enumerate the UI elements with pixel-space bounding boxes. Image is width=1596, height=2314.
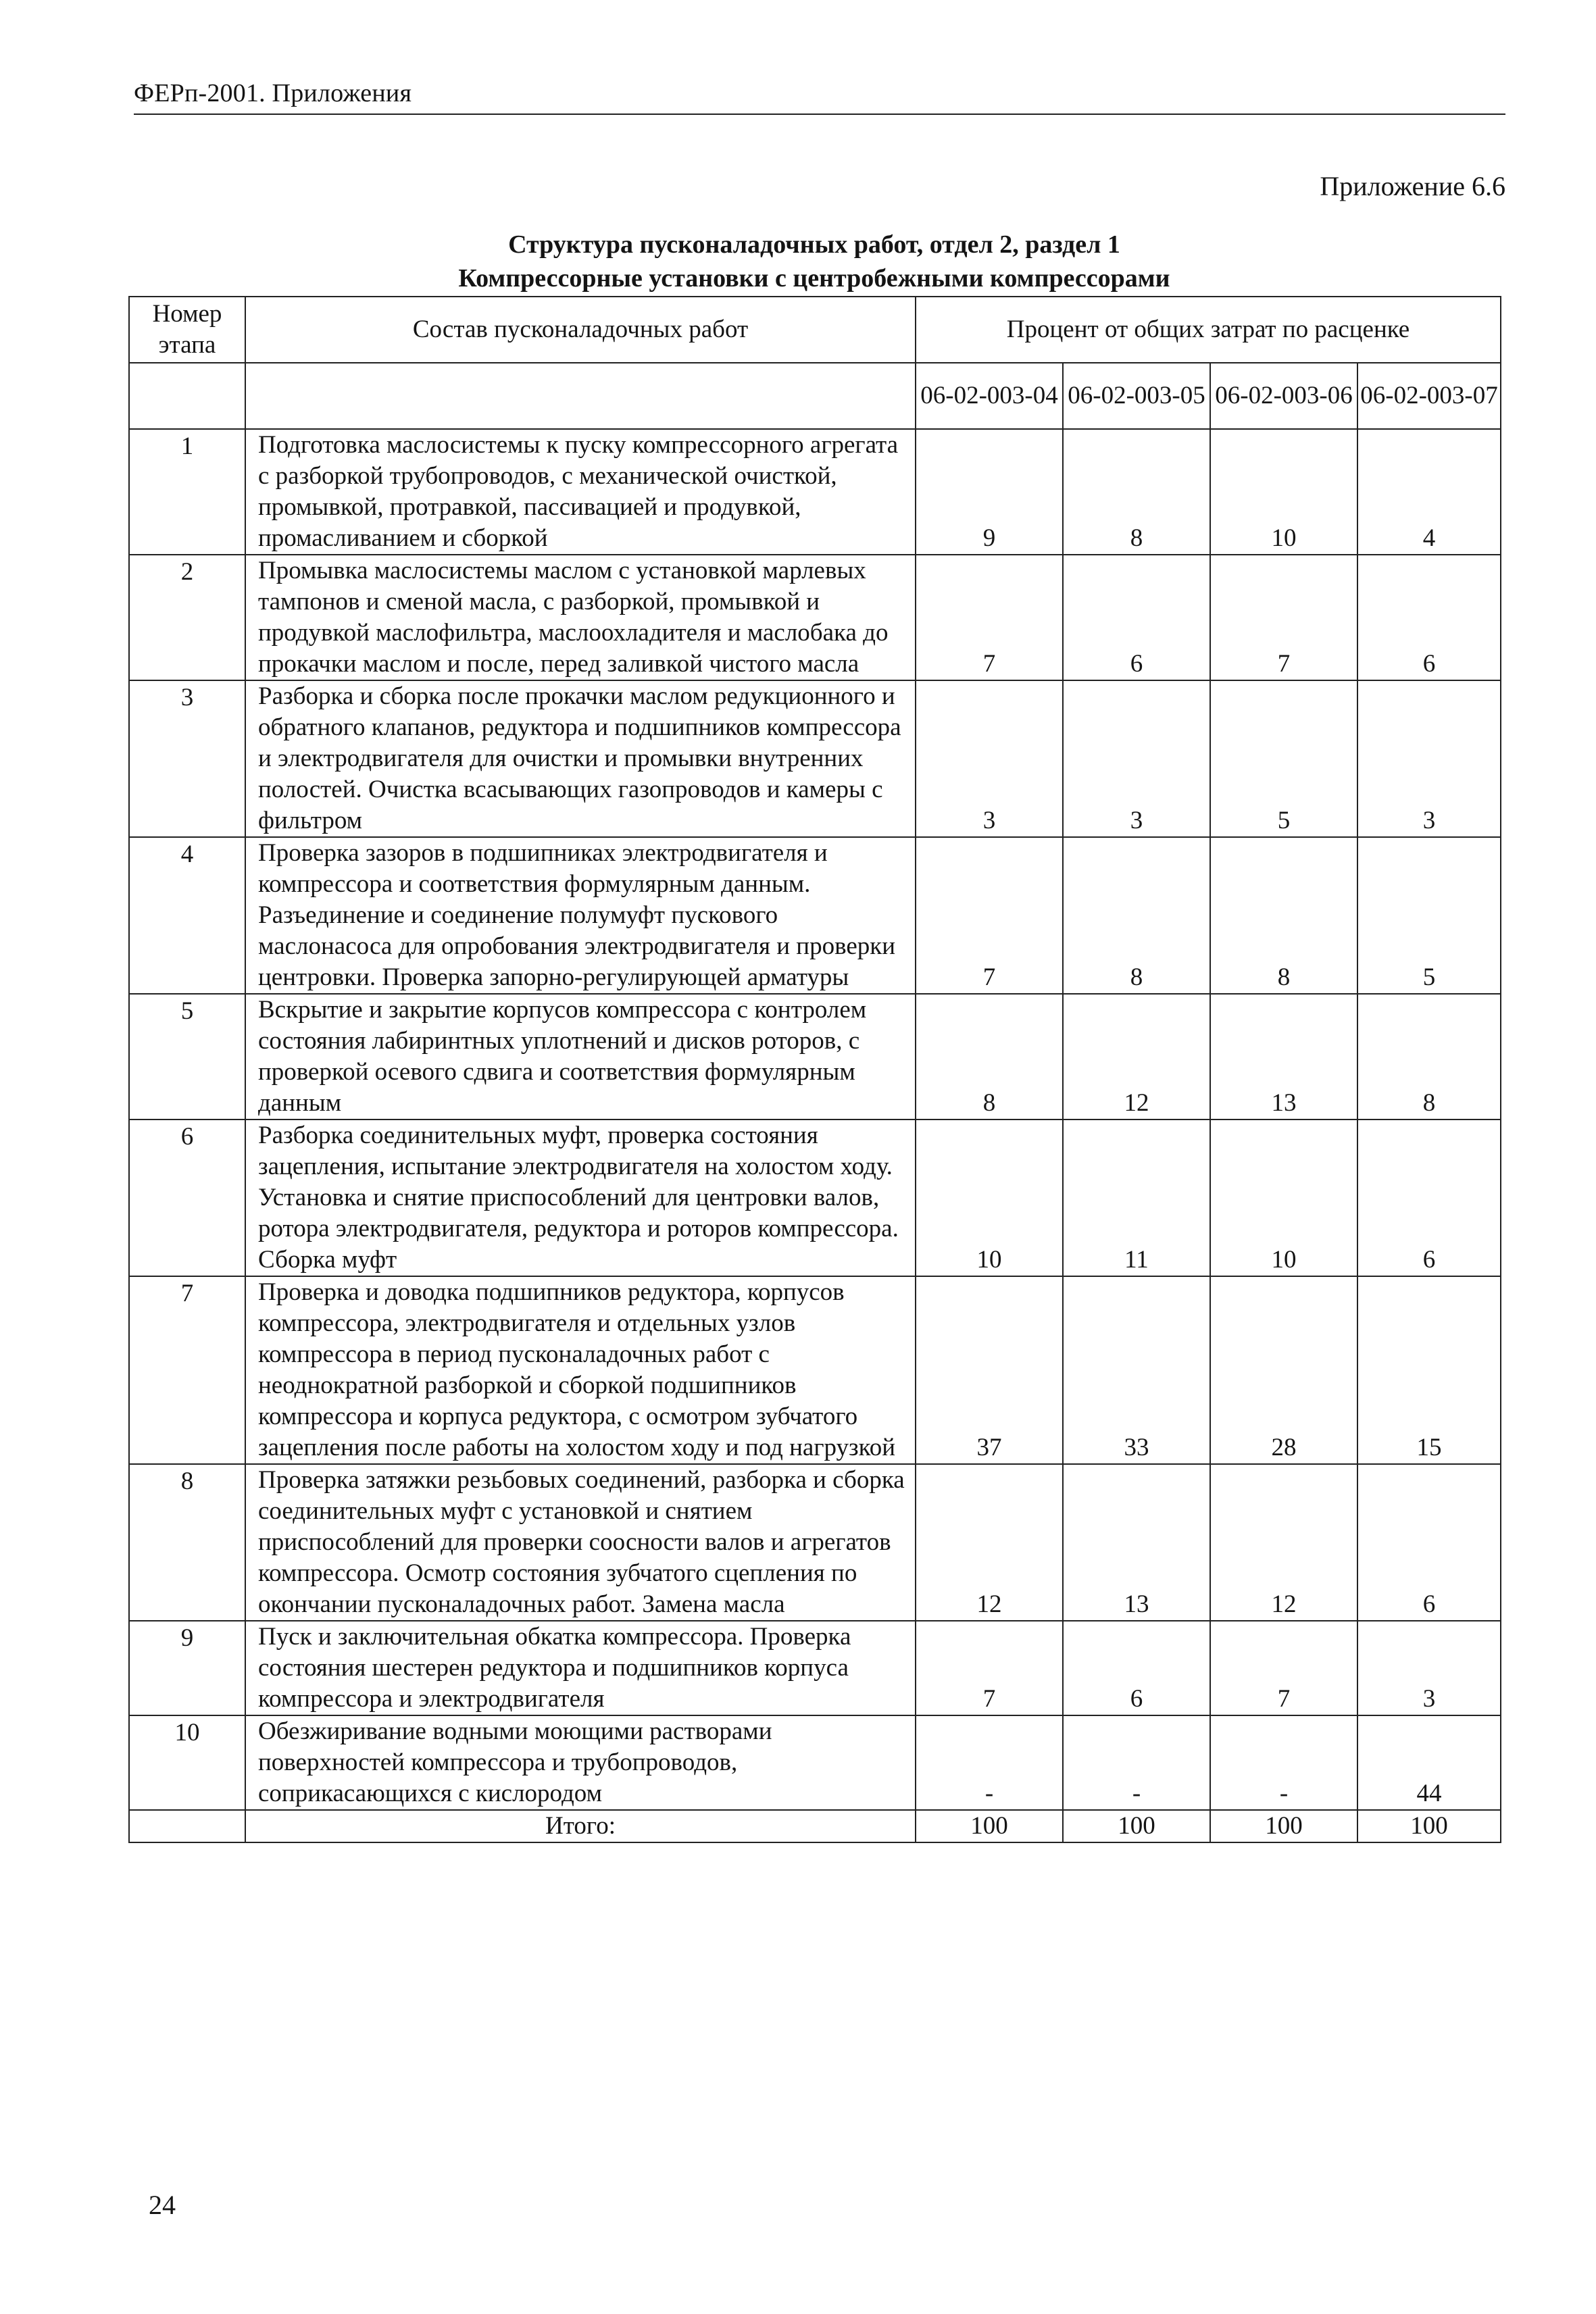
stage-description: Разборка соединительных муфт, проверка состояния зацепления, испытание электродвигателя на холостом ходу. Установка и снятие приспособлений для центровки валов, ротора электродвигателя, редуктора и роторов компрессора. Сборка муфт: [245, 1120, 916, 1276]
percent-value: 8: [916, 994, 1063, 1120]
table-row: [129, 1276, 1501, 1464]
percent-value: 7: [916, 1621, 1063, 1715]
percent-value: 4: [1357, 429, 1501, 555]
rate-code: 06-02-003-04: [916, 363, 1063, 429]
percent-value: -: [1063, 1715, 1210, 1810]
stage-number-header: Номер этапа: [129, 297, 245, 363]
total-row: [129, 1810, 1501, 1842]
rate-code: 06-02-003-05: [1063, 363, 1210, 429]
percent-value: -: [1210, 1715, 1357, 1810]
percent-value: 12: [1063, 994, 1210, 1120]
percent-value: 7: [1210, 555, 1357, 680]
percent-value: 5: [1357, 837, 1501, 994]
stage-number: 6: [129, 1120, 245, 1276]
stage-description: Разборка и сборка после прокачки маслом редукционного и обратного клапанов, редуктора и подшипников компрессора и электродвигателя для очистки и промывки внутренних полостей. Очистка всасывающих газопроводов и камеры с фильтром: [245, 680, 916, 837]
percent-value: 12: [916, 1464, 1063, 1621]
stage-number: 1: [129, 429, 245, 555]
percent-value: 6: [1357, 555, 1501, 680]
description-header: Состав пусконаладочных работ: [245, 297, 916, 363]
total-value: 100: [1357, 1810, 1501, 1842]
percent-value: 6: [1357, 1120, 1501, 1276]
stage-number: 7: [129, 1276, 245, 1464]
header-row: [129, 297, 1501, 363]
percent-value: 6: [1357, 1464, 1501, 1621]
percent-value: 44: [1357, 1715, 1501, 1810]
stage-description: Проверка и доводка подшипников редуктора, корпусов компрессора, электродвигателя и отдельных узлов компрессора в период пусконаладочных работ с неоднократной разборкой и сборкой подшипников компрессора и корпуса редуктора, с осмотром зубчатого зацепления после работы на холостом ходу и под нагрузкой: [245, 1276, 916, 1464]
stage-number: 4: [129, 837, 245, 994]
percent-value: 33: [1063, 1276, 1210, 1464]
total-value: 100: [1210, 1810, 1357, 1842]
percent-value: 3: [1357, 1621, 1501, 1715]
stage-description: Промывка маслосистемы маслом с установкой марлевых тампонов и сменой масла, с разборкой, промывкой и продувкой маслофильтра, маслоохладителя и маслобака до прокачки маслом и после, перед заливкой чистого масла: [245, 555, 916, 680]
percent-value: -: [916, 1715, 1063, 1810]
percent-value: 11: [1063, 1120, 1210, 1276]
table-row: [129, 994, 1501, 1120]
percent-header: Процент от общих затрат по расценке: [916, 297, 1501, 363]
percent-value: 7: [916, 837, 1063, 994]
table-row: [129, 680, 1501, 837]
empty-cell: [245, 363, 916, 429]
percent-value: 8: [1063, 429, 1210, 555]
percent-value: 3: [1063, 680, 1210, 837]
stage-description: Вскрытие и закрытие корпусов компрессора с контролем состояния лабиринтных уплотнений и дисков роторов, с проверкой осевого сдвига и соответствия формулярным данным: [245, 994, 916, 1120]
stage-number: 8: [129, 1464, 245, 1621]
stage-description: Проверка зазоров в подшипниках электродвигателя и компрессора и соответствия формулярным данным. Разъединение и соединение полумуфт пускового маслонасоса для опробования электродвигателя и проверки центровки. Проверка запорно-регулирующей арматуры: [245, 837, 916, 994]
total-label: Итого:: [245, 1810, 916, 1842]
stage-number: 2: [129, 555, 245, 680]
percent-value: 8: [1357, 994, 1501, 1120]
percent-value: 13: [1210, 994, 1357, 1120]
empty-cell: [129, 1810, 245, 1842]
percent-value: 12: [1210, 1464, 1357, 1621]
percent-value: 13: [1063, 1464, 1210, 1621]
table-subtitle: Компрессорные установки с центробежными компрессорами: [458, 264, 1170, 293]
table-row: [129, 1464, 1501, 1621]
percent-value: 3: [1357, 680, 1501, 837]
percent-value: 8: [1063, 837, 1210, 994]
stage-description: Проверка затяжки резьбовых соединений, разборка и сборка соединительных муфт с установкой и снятием приспособлений для проверки соосности валов и агрегатов компрессора. Осмотр состояния зубчатого сцепления по окончании пусконаладочных работ. Замена масла: [245, 1464, 916, 1621]
percent-value: 28: [1210, 1276, 1357, 1464]
table-row: [129, 1715, 1501, 1810]
percent-value: 7: [916, 555, 1063, 680]
appendix-label: Приложение 6.6: [1320, 171, 1505, 201]
table-row: [129, 837, 1501, 994]
works-structure-table: [128, 296, 1501, 1843]
percent-value: 10: [916, 1120, 1063, 1276]
stage-number: 5: [129, 994, 245, 1120]
table-row: [129, 429, 1501, 555]
percent-value: 10: [1210, 429, 1357, 555]
running-header: [134, 69, 1505, 115]
table-row: [129, 1120, 1501, 1276]
table-row: [129, 1621, 1501, 1715]
stage-number: 10: [129, 1715, 245, 1810]
codes-row: [129, 363, 1501, 429]
percent-value: 37: [916, 1276, 1063, 1464]
table-title: Структура пусконаладочных работ, отдел 2, раздел 1: [508, 230, 1120, 259]
percent-value: 6: [1063, 1621, 1210, 1715]
percent-value: 10: [1210, 1120, 1357, 1276]
percent-value: 6: [1063, 555, 1210, 680]
percent-value: 15: [1357, 1276, 1501, 1464]
stage-description: Пуск и заключительная обкатка компрессора. Проверка состояния шестерен редуктора и подшипников корпуса компрессора и электродвигателя: [245, 1621, 916, 1715]
total-value: 100: [1063, 1810, 1210, 1842]
percent-value: 3: [916, 680, 1063, 837]
table-row: [129, 555, 1501, 680]
percent-value: 9: [916, 429, 1063, 555]
empty-cell: [129, 363, 245, 429]
stage-description: Обезжиривание водными моющими растворами поверхностей компрессора и трубопроводов, соприкасающихся с кислородом: [245, 1715, 916, 1810]
stage-number: 3: [129, 680, 245, 837]
percent-value: 8: [1210, 837, 1357, 994]
percent-value: 7: [1210, 1621, 1357, 1715]
percent-value: 5: [1210, 680, 1357, 837]
rate-code: 06-02-003-07: [1357, 363, 1501, 429]
rate-code: 06-02-003-06: [1210, 363, 1357, 429]
page-number: 24: [149, 2190, 176, 2220]
stage-number: 9: [129, 1621, 245, 1715]
total-value: 100: [916, 1810, 1063, 1842]
running-header-text: ФЕРп-2001. Приложения: [134, 79, 412, 107]
stage-description: Подготовка маслосистемы к пуску компрессорного агрегата с разборкой трубопроводов, с механической очисткой, промывкой, протравкой, пассивацией и продувкой, промасливанием и сборкой: [245, 429, 916, 555]
